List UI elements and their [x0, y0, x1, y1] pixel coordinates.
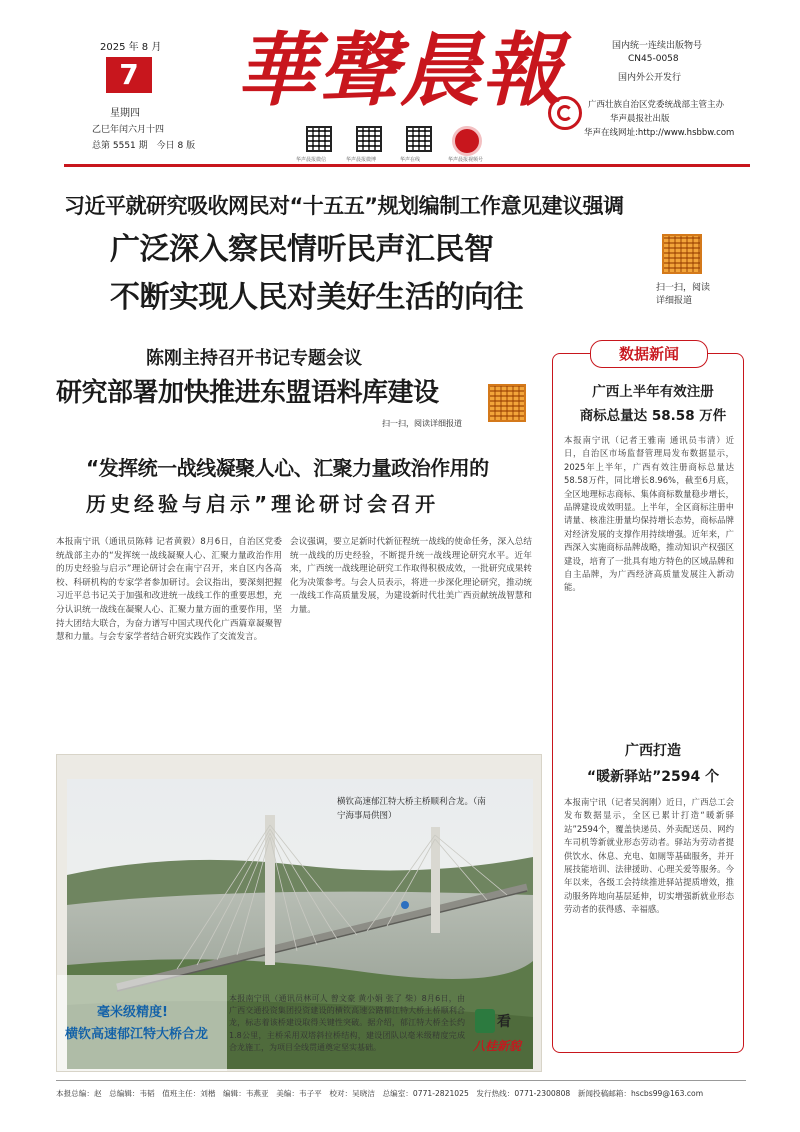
- story2-headline: 研究部署加快推进东盟语料库建设: [56, 378, 439, 408]
- photo-story-text: 本报南宁讯（通讯员林可人 曾文豪 黄小娟 张了 柴）8月6日，由广西交通投资集团投资建设的横钦高速公路郁江特大桥主桥顺利合龙，标志着该桥建设取得关键性突破。据介绍，郁江特大桥全长约1.8公里，主桥采用双塔斜拉桥结构，建设团队以毫米级精度完成合龙施工，为项目全线贯通奠定坚实基础。: [229, 994, 465, 1052]
- story3-column-2: 会议强调，要立足新时代新征程统一战线的使命任务，深入总结统一战线的历史经验，不断提升统一战线理论研究水平。近年来，广西统一战线理论研究工作取得积极成效，一批研究成果转化为决策参考。与会人员表示，将进一步深化理论研究，推动统一战线工作高质量发展，为建设新时代壮美广西贡献统战智慧和力量。: [290, 537, 532, 615]
- weekday: 星期四: [110, 108, 140, 119]
- publisher-line-1: 广西壮族自治区党委统战部主管主办: [588, 100, 725, 110]
- story3-headline-1: “发挥统一战线凝聚人心、汇聚力量政治作用的: [86, 456, 489, 480]
- story3-column-1: 本报南宁讯（通讯员陈韩 记者黄毅）8月6日，自治区党委统战部主办的“发挥统一战线凝聚人心、汇聚力量政治作用的历史经验与启示”理论研讨会在南宁召开，来自区内各高校、科研机构的专家学者参加研讨。会议指出，要深刻把握习近平总书记关于加强和改进统一战线工作的重要思想，充分认识统一战线在凝聚人心、汇聚力量方面的重要作用，坚持大团结大联合，为奋力谱写中国式现代化广西篇章凝聚智慧和力量。与会专家学者结合研究实践作了交流发言。: [56, 537, 282, 643]
- lead-headline-2: 不断实现人民对美好生活的向往: [110, 280, 523, 315]
- date-day: 7: [119, 58, 139, 91]
- qr-video-account[interactable]: [452, 126, 482, 156]
- photo-caption: 横钦高速郁江特大桥主桥顺利合龙。（南宁海事局供图）: [337, 797, 486, 821]
- qr-caption-3: 华声在线: [400, 157, 421, 163]
- website[interactable]: 华声在线网址:http://www.hsbbw.com: [584, 128, 735, 138]
- bagui-badge: [471, 1009, 537, 1061]
- sidebar-item1-headline-2: 商标总量达 58.58 万件: [579, 408, 727, 424]
- masthead: [0, 0, 800, 165]
- bridge-photo: [56, 754, 542, 1072]
- story2-kicker: 陈刚主持召开书记专题会议: [146, 348, 362, 369]
- date-day-box: [106, 57, 152, 93]
- publisher-logo: [548, 96, 582, 130]
- qr-caption-2: 华声晨报微博: [346, 157, 377, 163]
- footer-rule: [56, 1080, 746, 1081]
- qr-wechat[interactable]: [306, 126, 332, 152]
- sidebar-item2-headline-1: 广西打造: [625, 743, 681, 759]
- newspaper-title: 華聲晨報: [236, 23, 564, 117]
- bagui-badge-icon: [475, 1009, 495, 1033]
- photo-overlay-line-2: 横钦高速郁江特大桥合龙: [65, 1027, 209, 1042]
- issue-info: 总第 5551 期 今日 8 版: [92, 141, 196, 151]
- sidebar-item1-text: 本报南宁讯（记者王雅南 通讯员韦清）近日，自治区市场监督管理局发布数据显示，2025年上半年，广西有效注册商标总量达58.58万件，同比增长8.96%，截至6月底，全区地理标志商标、集体商标数量稳步增长，品牌建设成效明显。上半年，全区商标注册申请量、核准注册量均保持增长态势，商标品牌对经济发展的支撑作用持续增强。近年来，广西深入实施商标品牌战略，推动知识产权强区建设，培育了一批具有地方特色的区域品牌和自主品牌，为广西经济高质量发展注入新动能。: [564, 435, 734, 593]
- cn-number-label: 国内统一连续出版物号: [612, 41, 703, 51]
- qr-caption-4: 华声晨报视频号: [448, 157, 484, 163]
- cn-number: CN45-0058: [628, 54, 679, 64]
- sidebar-title: 数据新闻: [618, 345, 679, 363]
- qr-website[interactable]: [406, 126, 432, 152]
- publisher-line-2: 华声晨报社出版: [610, 114, 670, 124]
- lead-qr-code[interactable]: [662, 234, 702, 274]
- sidebar-item2-headline-2: “暖新驿站”2594 个: [586, 769, 720, 785]
- sidebar-item2-text: 本报南宁讯（记者吴润刚）近日，广西总工会发布数据显示，全区已累计打造“暖新驿站”2594个，覆盖快递员、外卖配送员、网约车司机等新就业形态劳动者。驿站为劳动者提供饮水、休息、充电、如厕等基础服务，并开展技能培训、法律援助、心理关爱等服务。今年以来，各级工会持续推进驿站提质增效，推动服务阵地向基层延伸，切实增强新就业形态劳动者的获得感、幸福感。: [564, 797, 734, 915]
- sidebar-item1-headline-1: 广西上半年有效注册: [592, 384, 714, 400]
- story2-qr-code[interactable]: [488, 384, 526, 422]
- qr-caption-1: 华声晨报微信: [296, 157, 327, 163]
- lead-qr-caption: 扫一扫，阅读详细报道: [656, 283, 711, 306]
- story3-headline-2: 历史经验与启示”理论研讨会召开: [86, 492, 440, 516]
- bagui-badge-sublabel: 八桂新貌: [473, 1039, 522, 1053]
- photo-overlay-line-1: 毫米级精度!: [97, 1005, 168, 1020]
- date-year-month: 2025 年 8 月: [100, 42, 162, 53]
- lead-kicker: 习近平就研究吸收网民对“十五五”规划编制工作意见建议强调: [64, 194, 624, 218]
- sidebar-title-tab: [590, 340, 708, 368]
- bagui-badge-label: 看: [497, 1014, 511, 1030]
- story2-qr-caption: 扫一扫，阅读详细报道: [382, 419, 462, 428]
- lunar-date: 乙巳年闰六月十四: [92, 125, 165, 135]
- footer-text: 本报总编：赵 总编辑：韦韬 值班主任：刘楷 编辑：韦燕亚 美编：韦子平 校对：吴晓洁 总编室：0771-2821025 发行热线：0771-2300808 新闻投稿邮箱：hscbs99@163.com: [56, 1089, 704, 1098]
- lead-headline-1: 广泛深入察民情听民声汇民智: [110, 232, 494, 267]
- distribution: 国内外公开发行: [618, 73, 682, 83]
- masthead-rule: [64, 164, 750, 167]
- qr-weibo[interactable]: [356, 126, 382, 152]
